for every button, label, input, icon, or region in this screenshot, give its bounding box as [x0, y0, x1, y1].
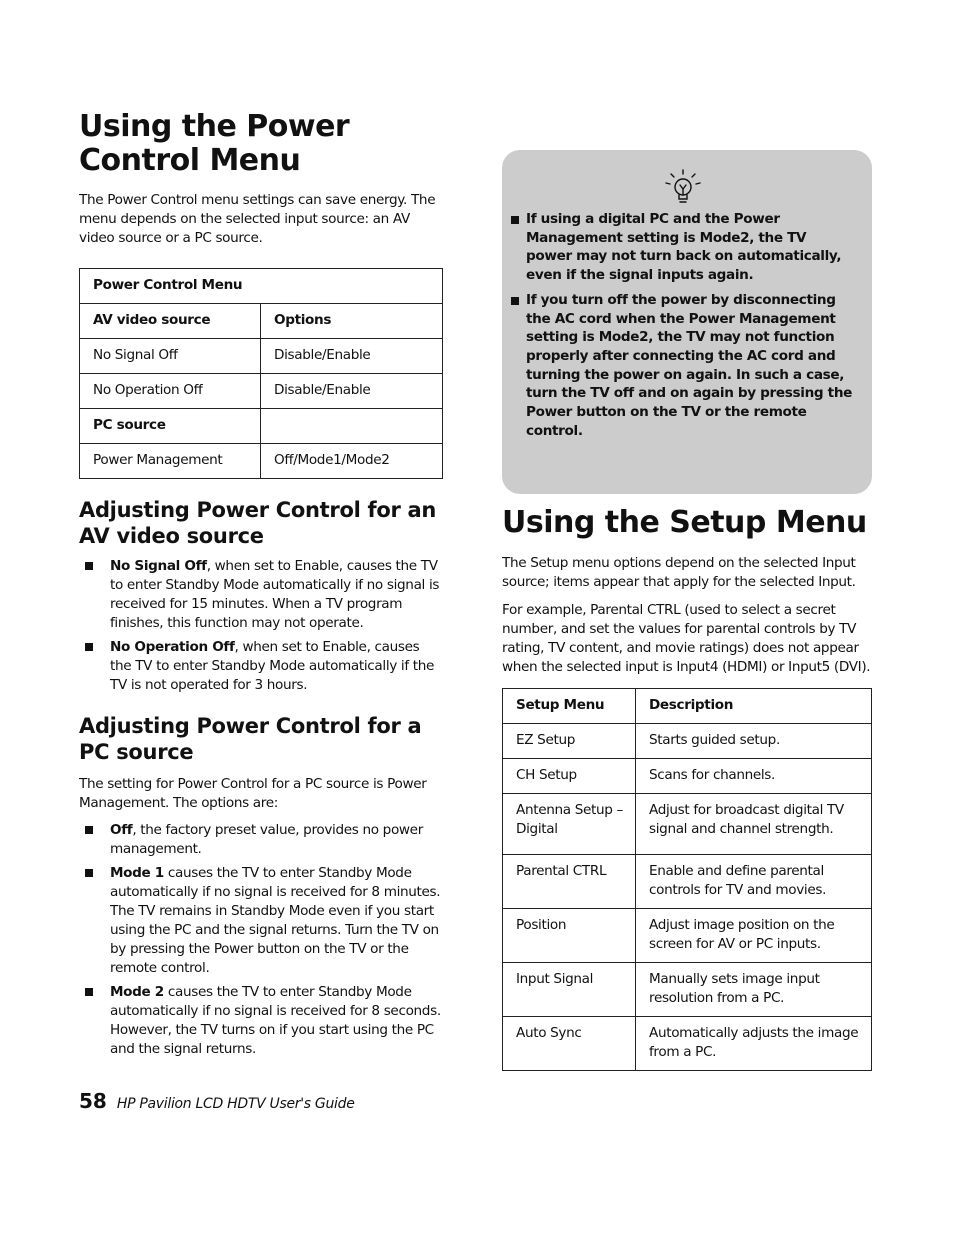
- cell-description: Manually sets image input resolution from a PC.: [636, 963, 872, 1017]
- bullet-square-icon: [511, 216, 519, 224]
- cell-description: Automatically adjusts the image from a PC.: [636, 1017, 872, 1071]
- left-column: [79, 110, 443, 1059]
- cell-description: Starts guided setup.: [636, 724, 872, 759]
- header-pc-source: PC source: [80, 409, 261, 444]
- cell-menu-item: Input Signal: [503, 963, 636, 1017]
- header-av-source: AV video source: [80, 304, 261, 339]
- empty-cell: [261, 409, 443, 444]
- table-row: [80, 444, 443, 479]
- cell-menu-item: Position: [503, 909, 636, 963]
- bullet-text: , when set to Enable, causes the TV to enter Standby Mode automatically if no signal is received for 15 minutes. When a TV program finishes, this function may not operate.: [110, 558, 440, 631]
- note-item: [510, 210, 856, 285]
- power-control-title: Using the Power Control Menu: [79, 109, 350, 178]
- cell-setting: No Signal Off: [80, 339, 261, 374]
- note-text: If using a digital PC and the Power Management setting is Mode2, the TV power may not turn back on automatically, even if the signal inputs again.: [526, 211, 842, 284]
- note-item: [510, 291, 856, 441]
- av-bullet-list: [79, 557, 443, 695]
- list-item: [79, 557, 443, 633]
- bullet-square-icon: [85, 562, 93, 570]
- cell-setting: No Operation Off: [80, 374, 261, 409]
- cell-setting: Power Management: [80, 444, 261, 479]
- bullet-term: Mode 2: [110, 984, 164, 1000]
- bullet-square-icon: [511, 297, 519, 305]
- list-item: [79, 864, 443, 978]
- bullet-term: Off: [110, 822, 133, 838]
- table-caption: Power Control Menu: [80, 269, 443, 304]
- cell-description: Adjust for broadcast digital TV signal and channel strength.: [636, 794, 872, 855]
- bullet-term: No Signal Off: [110, 558, 207, 574]
- header-description: Description: [636, 689, 872, 724]
- table-row: [503, 794, 872, 855]
- note-list: [510, 210, 856, 440]
- cell-menu-item: Antenna Setup – Digital: [503, 794, 636, 855]
- setup-menu-title: Using the Setup Menu: [502, 505, 867, 540]
- right-column: [502, 150, 872, 1071]
- pc-section-title: Adjusting Power Control for a PC source: [79, 714, 422, 764]
- table-row: [80, 374, 443, 409]
- cell-menu-item: Auto Sync: [503, 1017, 636, 1071]
- cell-option: Disable/Enable: [261, 339, 443, 374]
- av-section-title: Adjusting Power Control for an AV video source: [79, 498, 437, 548]
- table-row: [503, 1017, 872, 1071]
- cell-description: Adjust image position on the screen for AV or PC inputs.: [636, 909, 872, 963]
- header-setup-menu: Setup Menu: [503, 689, 636, 724]
- table-row: [503, 759, 872, 794]
- setup-menu-table: [502, 688, 872, 1071]
- bullet-square-icon: [85, 869, 93, 877]
- bullet-square-icon: [85, 826, 93, 834]
- cell-description: Enable and define parental controls for TV and movies.: [636, 855, 872, 909]
- bullet-term: Mode 1: [110, 865, 164, 881]
- page-number: 58: [79, 1089, 107, 1113]
- table-row: [80, 339, 443, 374]
- cell-menu-item: EZ Setup: [503, 724, 636, 759]
- bullet-text: , the factory preset value, provides no power management.: [110, 822, 423, 857]
- bullet-text: causes the TV to enter Standby Mode automatically if no signal is received for 8 minutes. The TV remains in Standby Mode even if you start using the PC and the signal returns. Turn the TV on by pressing the Power button on the TV or the remote control.: [110, 865, 441, 976]
- bullet-text: causes the TV to enter Standby Mode automatically if no signal is received for 8 seconds. However, the TV turns on if you start using the PC and the signal returns.: [110, 984, 441, 1057]
- cell-option: Disable/Enable: [261, 374, 443, 409]
- list-item: [79, 983, 443, 1059]
- page-footer: [79, 1089, 355, 1113]
- cell-option: Off/Mode1/Mode2: [261, 444, 443, 479]
- guide-title: HP Pavilion LCD HDTV User's Guide: [116, 1096, 355, 1112]
- bullet-square-icon: [85, 988, 93, 996]
- table-row: [503, 909, 872, 963]
- header-options: Options: [261, 304, 443, 339]
- power-control-table: [79, 268, 443, 479]
- pc-section-intro: The setting for Power Control for a PC source is Power Management. The options are:: [79, 776, 427, 811]
- setup-para-2: For example, Parental CTRL (used to select a secret number, and set the values for parental controls by TV rating, TV content, and movie ratings) does not appear when the selected input is Input4 (HDMI) or Input5 (DVI).: [502, 602, 871, 675]
- cell-menu-item: Parental CTRL: [503, 855, 636, 909]
- table-row: [503, 855, 872, 909]
- note-box: [502, 150, 872, 494]
- bullet-text: , when set to Enable, causes the TV to enter Standby Mode automatically if the TV is not operated for 3 hours.: [110, 639, 435, 693]
- pc-bullet-list: [79, 821, 443, 1059]
- setup-para-1: The Setup menu options depend on the selected Input source; items appear that apply for the selected Input.: [502, 555, 856, 590]
- cell-description: Scans for channels.: [636, 759, 872, 794]
- note-text: If you turn off the power by disconnecting the AC cord when the Power Management setting is Mode2, the TV may not function properly after connecting the AC cord and turning the power on again. In such a case, turn the TV off and on again by pressing the Power button on the TV or the remote control.: [526, 291, 853, 439]
- cell-menu-item: CH Setup: [503, 759, 636, 794]
- bullet-square-icon: [85, 643, 93, 651]
- table-row: [503, 724, 872, 759]
- power-control-intro: The Power Control menu settings can save energy. The menu depends on the selected input source: an AV video source or a PC source.: [79, 192, 436, 246]
- table-row: [503, 963, 872, 1017]
- list-item: [79, 638, 443, 695]
- list-item: [79, 821, 443, 859]
- bullet-term: No Operation Off: [110, 639, 235, 655]
- lightbulb-icon: [663, 168, 703, 206]
